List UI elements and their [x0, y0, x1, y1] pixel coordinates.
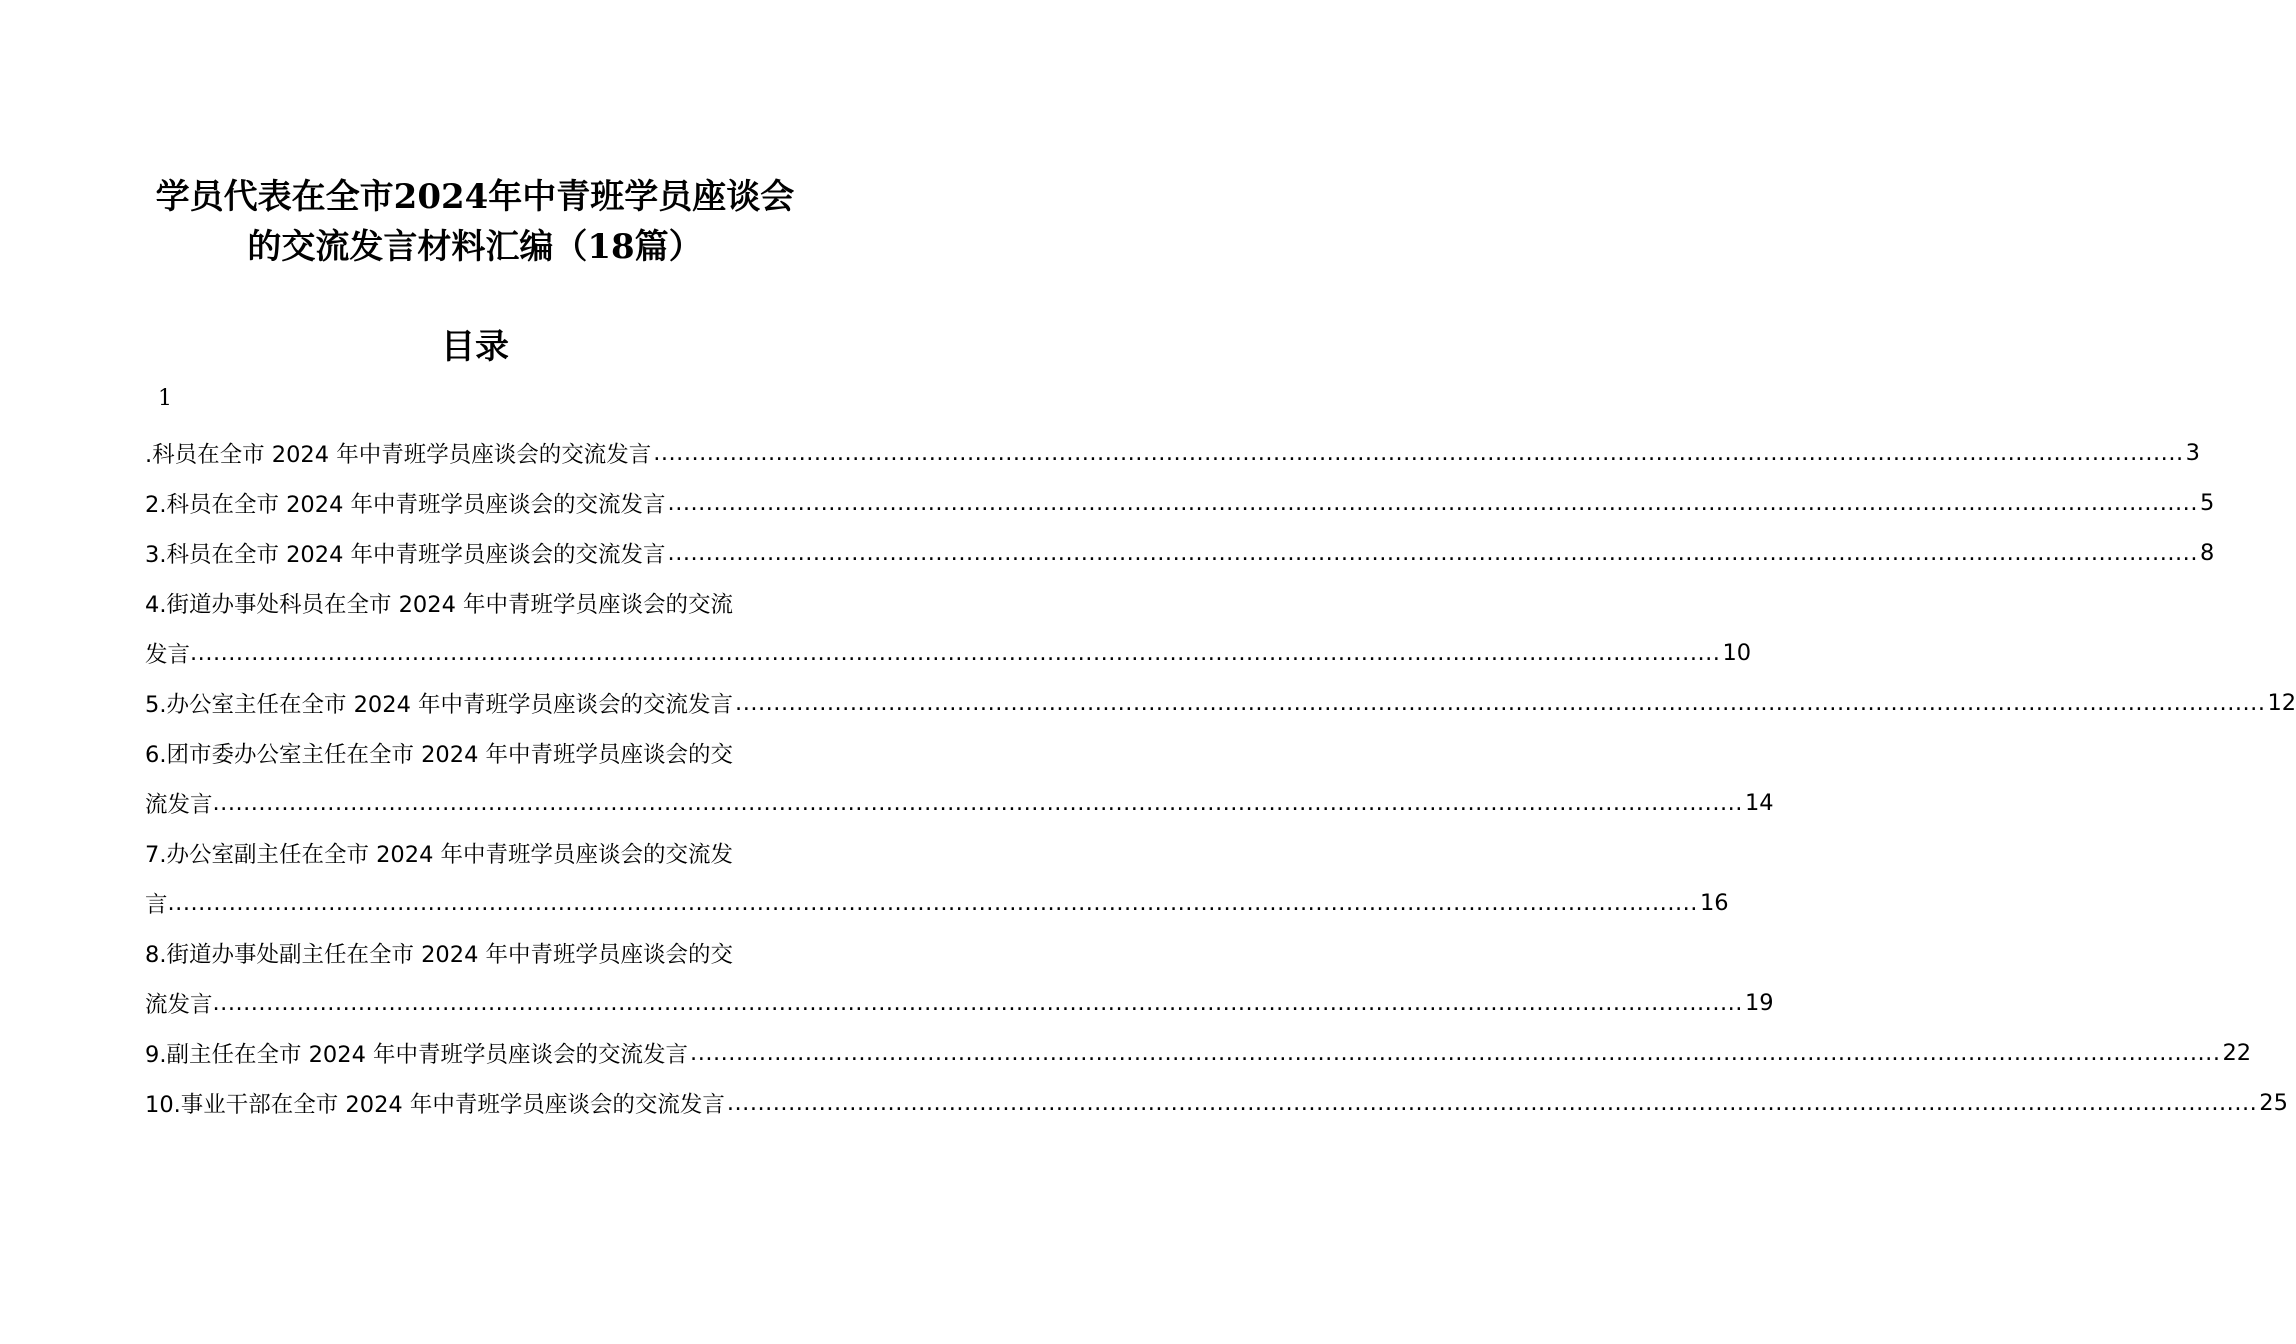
toc-entry[interactable] [145, 678, 2296, 728]
document-title [140, 172, 810, 272]
toc-entry[interactable] [145, 828, 805, 878]
toc-dot-leader: ........................................................................................................................................................................................................ [735, 690, 2266, 716]
toc-entry[interactable] [145, 728, 805, 778]
toc-page-number: 3 [2185, 440, 2200, 466]
toc-entry-continuation[interactable] [145, 778, 1774, 828]
toc-dot-leader: ........................................................................................................................................................................................................ [190, 640, 1721, 666]
toc-entry[interactable] [145, 1078, 2288, 1128]
toc-dot-leader: ........................................................................................................................................................................................................ [212, 990, 1743, 1016]
toc-dot-leader: ........................................................................................................................................................................................................ [212, 790, 1743, 816]
toc-entry-continuation[interactable] [145, 978, 1774, 1028]
toc-entry[interactable] [145, 528, 2215, 578]
toc-entry-title: 3.科员在全市 2024 年中青班学员座谈会的交流发言 [145, 542, 666, 568]
toc-page-number: 25 [2259, 1090, 2288, 1116]
toc-entry[interactable] [145, 578, 805, 628]
toc-page-number: 12 [2267, 690, 2296, 716]
toc-dot-leader: ........................................................................................................................................................................................................ [726, 1090, 2258, 1116]
toc-page-number: 8 [2199, 540, 2215, 566]
toc-entry-title: 5.办公室主任在全市 2024 年中青班学员座谈会的交流发言 [145, 692, 734, 718]
toc-entry-title: 8.街道办事处副主任在全市 2024 年中青班学员座谈会的交 [145, 942, 734, 968]
toc-entry[interactable] [145, 1028, 2252, 1078]
toc-page-number: 10 [1722, 640, 1752, 666]
toc-dot-leader: ........................................................................................................................................................................................................ [167, 890, 1698, 916]
toc-entry-continuation[interactable] [145, 628, 1752, 678]
toc-heading: 目录 [441, 327, 509, 367]
toc-entry-title-continued: 发言 [145, 642, 191, 668]
toc-dot-leader: ........................................................................................................................................................................................................ [690, 1040, 2221, 1066]
toc-entry-title: 9.副主任在全市 2024 年中青班学员座谈会的交流发言 [145, 1042, 689, 1068]
toc-dot-leader: ........................................................................................................................................................................................................ [667, 490, 2198, 516]
document-title-line-2: 的交流发言材料汇编（18篇） [247, 227, 703, 267]
toc-page-number: 14 [1744, 790, 1774, 816]
toc-entry-continuation[interactable] [145, 878, 1729, 928]
toc-entry-title: 6.团市委办公室主任在全市 2024 年中青班学员座谈会的交 [145, 742, 734, 768]
toc-entry-title: 4.街道办事处科员在全市 2024 年中青班学员座谈会的交流 [145, 592, 734, 618]
toc-entry-title-continued: 言 [145, 892, 168, 918]
document-title-line-1: 学员代表在全市2024年中青班学员座谈会 [155, 177, 795, 217]
toc-entry-title: .科员在全市 2024 年中青班学员座谈会的交流发言 [145, 442, 652, 468]
toc-page-number: 16 [1699, 890, 1729, 916]
toc-entry-title-continued: 流发言 [145, 792, 213, 818]
toc-entry[interactable] [145, 928, 805, 978]
toc-dot-leader: ........................................................................................................................................................................................................ [653, 440, 2184, 466]
toc-entry-title-continued: 流发言 [145, 992, 213, 1018]
toc-page-number: 5 [2199, 490, 2215, 516]
toc-entry-title: 7.办公室副主任在全市 2024 年中青班学员座谈会的交流发 [145, 842, 734, 868]
toc-entry[interactable] [145, 428, 2200, 478]
toc-dot-leader: ........................................................................................................................................................................................................ [667, 540, 2198, 566]
toc-entry-title: 2.科员在全市 2024 年中青班学员座谈会的交流发言 [145, 492, 666, 518]
toc-page-number: 22 [2222, 1040, 2252, 1066]
toc-entry[interactable] [145, 478, 2215, 528]
stray-page-number: 1 [158, 386, 172, 411]
table-of-contents [145, 428, 2296, 1128]
toc-entry-title: 10.事业干部在全市 2024 年中青班学员座谈会的交流发言 [145, 1092, 725, 1118]
toc-page-number: 19 [1744, 990, 1774, 1016]
